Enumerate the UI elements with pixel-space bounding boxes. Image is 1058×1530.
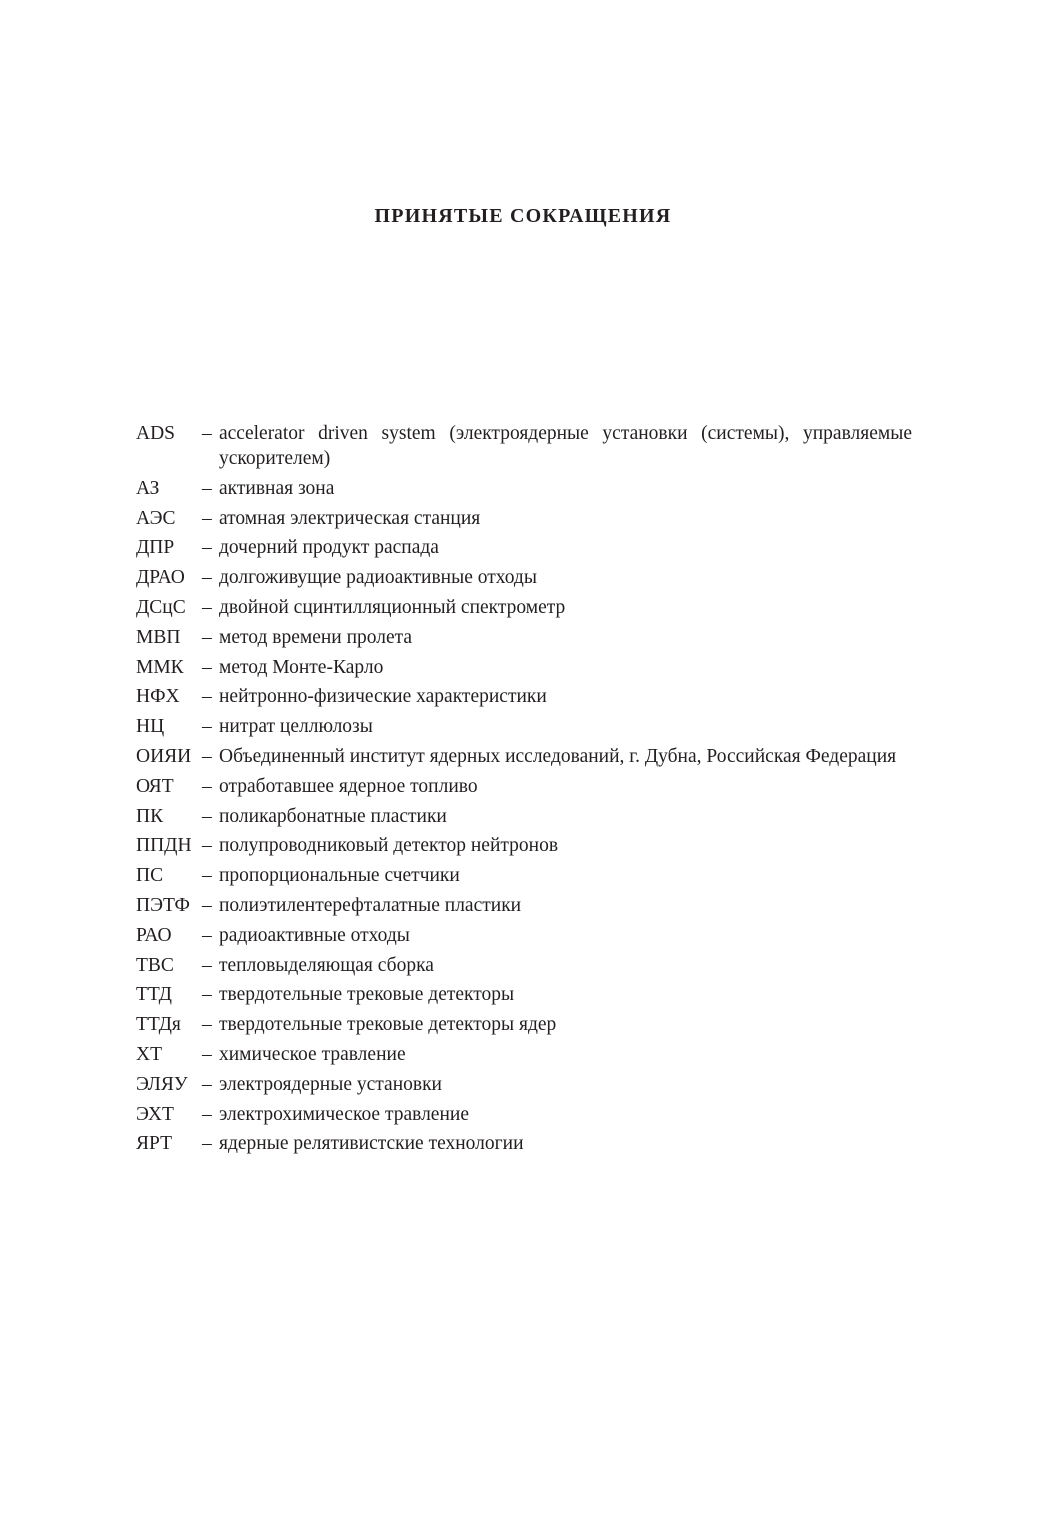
abbreviation-term: ТТДя — [136, 1014, 181, 1036]
list-item — [136, 923, 912, 948]
abbreviation-definition: пропорциональные счетчики — [219, 865, 460, 887]
abbreviation-term: ДПР — [136, 537, 175, 559]
abbreviation-definition: метод времени пролета — [219, 626, 413, 648]
dash-separator: – — [202, 745, 212, 767]
dash-separator: – — [202, 865, 212, 887]
dash-separator: – — [202, 1073, 212, 1095]
dash-separator: – — [202, 656, 212, 678]
dash-separator: – — [202, 507, 212, 529]
list-item — [136, 863, 912, 888]
abbreviation-term: ММК — [136, 656, 184, 678]
list-item — [136, 804, 912, 829]
list-item — [136, 1042, 912, 1067]
abbreviation-term: МВП — [136, 626, 181, 648]
abbreviation-term: ПЭТФ — [136, 894, 190, 916]
dash-separator: – — [202, 686, 212, 708]
list-item — [136, 1012, 912, 1037]
abbreviation-definition: нитрат целлюлозы — [219, 716, 373, 738]
dash-separator: – — [202, 984, 212, 1006]
abbreviation-term: ТТД — [136, 984, 172, 1006]
list-item — [136, 1102, 912, 1127]
list-item — [136, 535, 912, 560]
abbreviation-term: НФХ — [136, 686, 180, 708]
abbreviation-term: ДСцС — [136, 596, 186, 618]
abbreviation-term: ДРАО — [136, 567, 185, 589]
dash-separator: – — [202, 1103, 212, 1125]
dash-separator: – — [202, 567, 212, 589]
dash-separator: – — [202, 1014, 212, 1036]
abbreviation-term: ППДН — [136, 835, 192, 857]
list-item — [136, 714, 912, 739]
abbreviation-definition: твердотельные трековые детекторы ядер — [219, 1014, 557, 1036]
list-item — [136, 1072, 912, 1097]
dash-separator: – — [202, 1133, 212, 1155]
dash-separator: – — [202, 716, 212, 738]
list-item — [136, 506, 912, 531]
abbreviation-definition: поликарбонатные пластики — [219, 805, 447, 827]
abbreviation-definition: метод Монте-Карло — [219, 656, 384, 678]
dash-separator: – — [202, 835, 212, 857]
dash-separator: – — [202, 596, 212, 618]
abbreviation-definition: дочерний продукт распада — [219, 537, 439, 559]
dash-separator: – — [202, 805, 212, 827]
list-item — [136, 893, 912, 918]
abbreviation-definition: нейтронно-физические характеристики — [219, 686, 547, 708]
abbreviation-term: ADS — [136, 423, 176, 444]
abbreviation-definition: accelerator driven system (электроядерные установки (системы), управляемые ускорителем) — [219, 423, 912, 469]
dash-separator: – — [202, 775, 212, 797]
list-item — [136, 774, 912, 799]
abbreviation-term: ПК — [136, 805, 164, 827]
dash-separator: – — [202, 626, 212, 648]
abbreviation-definition: электроядерные установки — [219, 1073, 442, 1095]
dash-separator: – — [202, 477, 212, 499]
abbreviation-term: ПС — [136, 865, 164, 887]
list-item — [136, 684, 912, 709]
abbreviation-definition: твердотельные трековые детекторы — [219, 984, 515, 1006]
abbreviation-definition: тепловыделяющая сборка — [219, 954, 434, 976]
list-item — [136, 476, 912, 501]
list-item — [136, 421, 912, 471]
list-item — [136, 953, 912, 978]
dash-separator: – — [202, 924, 212, 946]
abbreviation-term: ЭХТ — [136, 1103, 174, 1125]
abbreviation-definition: полиэтилентерефталатные пластики — [219, 894, 522, 916]
abbreviation-term: ОИЯИ — [136, 745, 192, 767]
list-item — [136, 655, 912, 680]
abbreviation-definition: Объединенный институт ядерных исследований, г. Дубна, Российская Федерация — [219, 745, 897, 767]
abbreviation-definition: электрохимическое травление — [219, 1103, 469, 1125]
abbreviation-term: РАО — [136, 924, 172, 946]
abbreviation-definition: радиоактивные отходы — [219, 924, 410, 946]
abbreviation-term: ОЯТ — [136, 775, 174, 797]
abbreviation-definition: химическое травление — [219, 1043, 406, 1065]
dash-separator: – — [202, 954, 212, 976]
dash-separator: – — [202, 1043, 212, 1065]
abbreviation-term: ЭЛЯУ — [136, 1073, 188, 1095]
abbreviation-definition: двойной сцинтилляционный спектрометр — [219, 596, 566, 618]
abbreviation-term: ХТ — [136, 1043, 162, 1065]
dash-separator: – — [202, 423, 212, 444]
list-item — [136, 833, 912, 858]
list-item — [136, 744, 912, 769]
abbreviation-definition: долгоживущие радиоактивные отходы — [219, 567, 537, 589]
dash-separator: – — [202, 894, 212, 916]
abbreviation-term: АЭС — [136, 507, 176, 529]
abbreviation-term: АЗ — [136, 477, 160, 499]
abbreviation-definition: полупроводниковый детектор нейтронов — [219, 835, 559, 857]
list-item — [136, 595, 912, 620]
abbreviation-term: ТВС — [136, 954, 174, 976]
list-item — [136, 982, 912, 1007]
abbreviation-definition: активная зона — [219, 477, 335, 499]
list-item — [136, 1131, 912, 1156]
abbreviation-definition: отработавшее ядерное топливо — [219, 775, 478, 797]
list-item — [136, 625, 912, 650]
page-title: ПРИНЯТЫЕ СОКРАЩЕНИЯ — [374, 205, 672, 227]
list-item — [136, 565, 912, 590]
abbreviation-term: НЦ — [136, 716, 165, 738]
dash-separator: – — [202, 537, 212, 559]
abbreviation-definition: атомная электрическая станция — [219, 507, 481, 529]
abbreviation-definition: ядерные релятивистские технологии — [219, 1133, 524, 1155]
abbreviation-list — [136, 421, 912, 1161]
abbreviation-term: ЯРТ — [136, 1133, 173, 1155]
